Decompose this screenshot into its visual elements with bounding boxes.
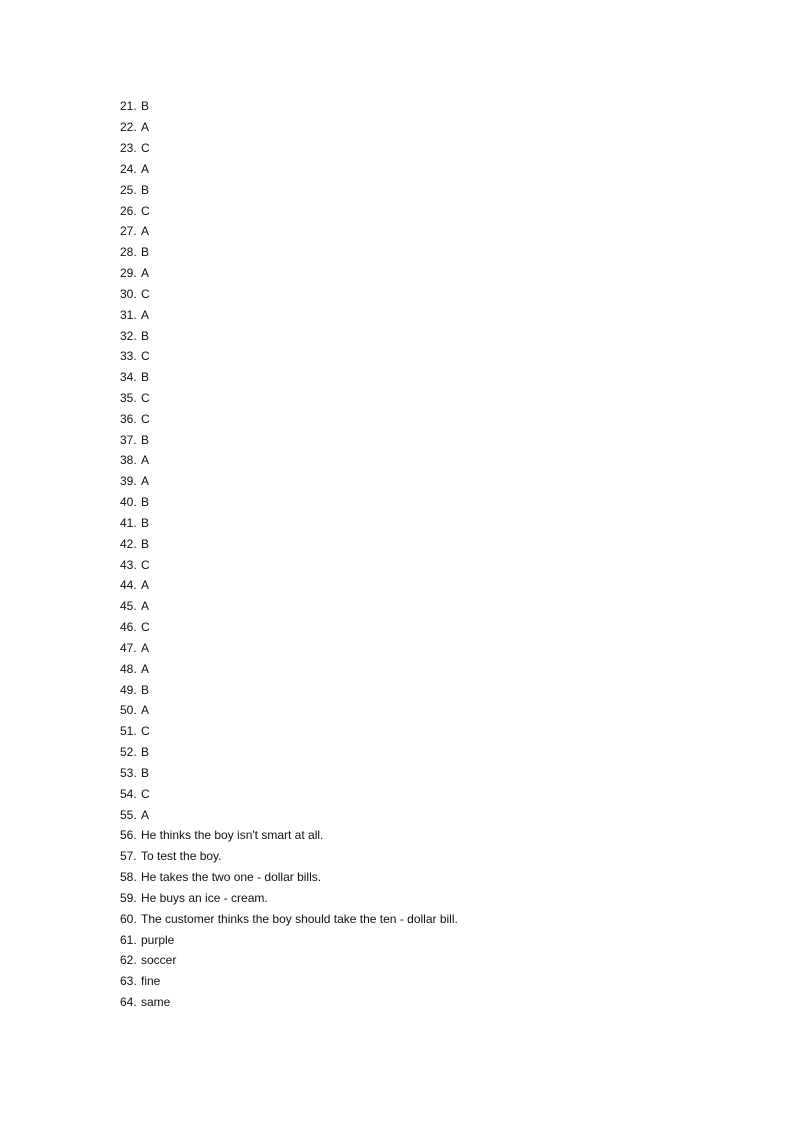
answer-item [120, 867, 458, 888]
answer-item [120, 679, 458, 700]
answer-number: 33. [120, 349, 137, 364]
answer-item [120, 971, 458, 992]
answer-text: He thinks the boy isn't smart at all. [141, 828, 324, 843]
answer-number: 45. [120, 599, 137, 614]
answer-item [120, 575, 458, 596]
answer-text: C [141, 724, 150, 739]
answer-text: C [141, 557, 150, 572]
answer-item [120, 804, 458, 825]
answer-item [120, 221, 458, 242]
answer-number: 26. [120, 203, 137, 218]
answer-text: C [141, 286, 150, 301]
answer-number: 42. [120, 536, 137, 551]
answer-text: A [141, 703, 150, 718]
answer-text: B [141, 495, 150, 510]
answer-text: A [141, 640, 150, 655]
answer-text: B [141, 682, 150, 697]
answer-number: 48. [120, 661, 137, 676]
answer-number: 38. [120, 453, 137, 468]
answer-number: 27. [120, 224, 137, 239]
answer-item [120, 283, 458, 304]
answer-item [120, 513, 458, 534]
answer-number: 44. [120, 578, 137, 593]
answer-number: 62. [120, 953, 137, 968]
answer-number: 64. [120, 995, 137, 1010]
answer-item [120, 533, 458, 554]
answer-item [120, 304, 458, 325]
answer-text: B [141, 515, 150, 530]
answer-item [120, 950, 458, 971]
answer-number: 58. [120, 870, 137, 885]
answer-number: 51. [120, 724, 137, 739]
answer-text: C [141, 786, 150, 801]
answer-number: 41. [120, 515, 137, 530]
answer-number: 60. [120, 911, 137, 926]
answer-text: A [141, 599, 150, 614]
answer-item [120, 908, 458, 929]
answer-item [120, 158, 458, 179]
answer-text: soccer [141, 953, 177, 968]
answer-text: He buys an ice - cream. [141, 890, 268, 905]
answer-text: He takes the two one - dollar bills. [141, 870, 322, 885]
answer-text: B [141, 536, 150, 551]
answer-number: 57. [120, 849, 137, 864]
answer-item [120, 96, 458, 117]
answer-item [120, 742, 458, 763]
answer-number: 53. [120, 765, 137, 780]
answer-item [120, 117, 458, 138]
answer-number: 37. [120, 432, 137, 447]
answer-item [120, 721, 458, 742]
answer-number: 49. [120, 682, 137, 697]
answer-number: 56. [120, 828, 137, 843]
answer-text: B [141, 765, 150, 780]
answer-text: B [141, 745, 150, 760]
answer-item [120, 887, 458, 908]
answer-text: same [141, 995, 171, 1010]
answer-text: A [141, 120, 150, 135]
answer-item [120, 929, 458, 950]
answer-item [120, 638, 458, 659]
answer-text: A [141, 807, 150, 822]
answer-number: 36. [120, 411, 137, 426]
answer-item [120, 429, 458, 450]
answer-text: A [141, 307, 150, 322]
answer-item [120, 138, 458, 159]
answer-text: The customer thinks the boy should take the ten - dollar bill. [141, 911, 458, 926]
answer-number: 40. [120, 495, 137, 510]
answer-item [120, 346, 458, 367]
answer-number: 25. [120, 182, 137, 197]
answer-number: 46. [120, 620, 137, 635]
answer-number: 30. [120, 286, 137, 301]
answer-text: fine [141, 974, 161, 989]
answer-text: purple [141, 932, 175, 947]
answer-number: 22. [120, 120, 137, 135]
answer-item [120, 200, 458, 221]
answer-text: C [141, 620, 150, 635]
answer-number: 55. [120, 807, 137, 822]
answer-number: 59. [120, 890, 137, 905]
answer-item [120, 263, 458, 284]
answer-item [120, 367, 458, 388]
answer-text: B [141, 245, 150, 260]
answer-item [120, 992, 458, 1013]
answer-text: A [141, 578, 150, 593]
answer-item [120, 554, 458, 575]
answer-text: B [141, 99, 150, 114]
answer-text: C [141, 203, 150, 218]
answer-item [120, 179, 458, 200]
answer-number: 31. [120, 307, 137, 322]
answer-text: A [141, 453, 150, 468]
answer-item [120, 408, 458, 429]
answer-number: 47. [120, 640, 137, 655]
answer-item [120, 242, 458, 263]
answer-text: C [141, 411, 150, 426]
answer-number: 63. [120, 974, 137, 989]
answer-number: 61. [120, 932, 137, 947]
answer-number: 21. [120, 99, 137, 114]
answer-number: 34. [120, 370, 137, 385]
answer-text: C [141, 349, 150, 364]
answer-item [120, 763, 458, 784]
answer-number: 39. [120, 474, 137, 489]
answer-text: C [141, 141, 150, 156]
answer-text: A [141, 224, 150, 239]
answer-number: 52. [120, 745, 137, 760]
answer-number: 43. [120, 557, 137, 572]
answer-text: A [141, 474, 150, 489]
answer-item [120, 825, 458, 846]
answer-text: B [141, 370, 150, 385]
answer-number: 54. [120, 786, 137, 801]
answer-number: 35. [120, 391, 137, 405]
answer-text: A [141, 661, 150, 676]
answer-list [120, 96, 458, 1012]
answer-item [120, 658, 458, 679]
answer-text: A [141, 161, 150, 176]
answer-number: 28. [120, 245, 137, 260]
answer-text: To test the boy. [141, 849, 222, 864]
answer-text: B [141, 432, 150, 447]
answer-number: 24. [120, 161, 137, 176]
answer-item [120, 325, 458, 346]
answer-number: 29. [120, 266, 137, 281]
answer-text: B [141, 328, 150, 343]
answer-item [120, 471, 458, 492]
answer-number: 32. [120, 328, 137, 343]
answer-item [120, 492, 458, 513]
answer-item [120, 450, 458, 471]
answer-text: A [141, 266, 150, 281]
answer-item [120, 596, 458, 617]
answer-item [120, 388, 458, 409]
answer-item [120, 783, 458, 804]
answer-item [120, 846, 458, 867]
answer-number: 50. [120, 703, 137, 718]
answer-text: C [141, 391, 150, 405]
answer-item [120, 700, 458, 721]
answer-text: B [141, 182, 150, 197]
answer-number: 23. [120, 141, 137, 156]
answer-item [120, 617, 458, 638]
